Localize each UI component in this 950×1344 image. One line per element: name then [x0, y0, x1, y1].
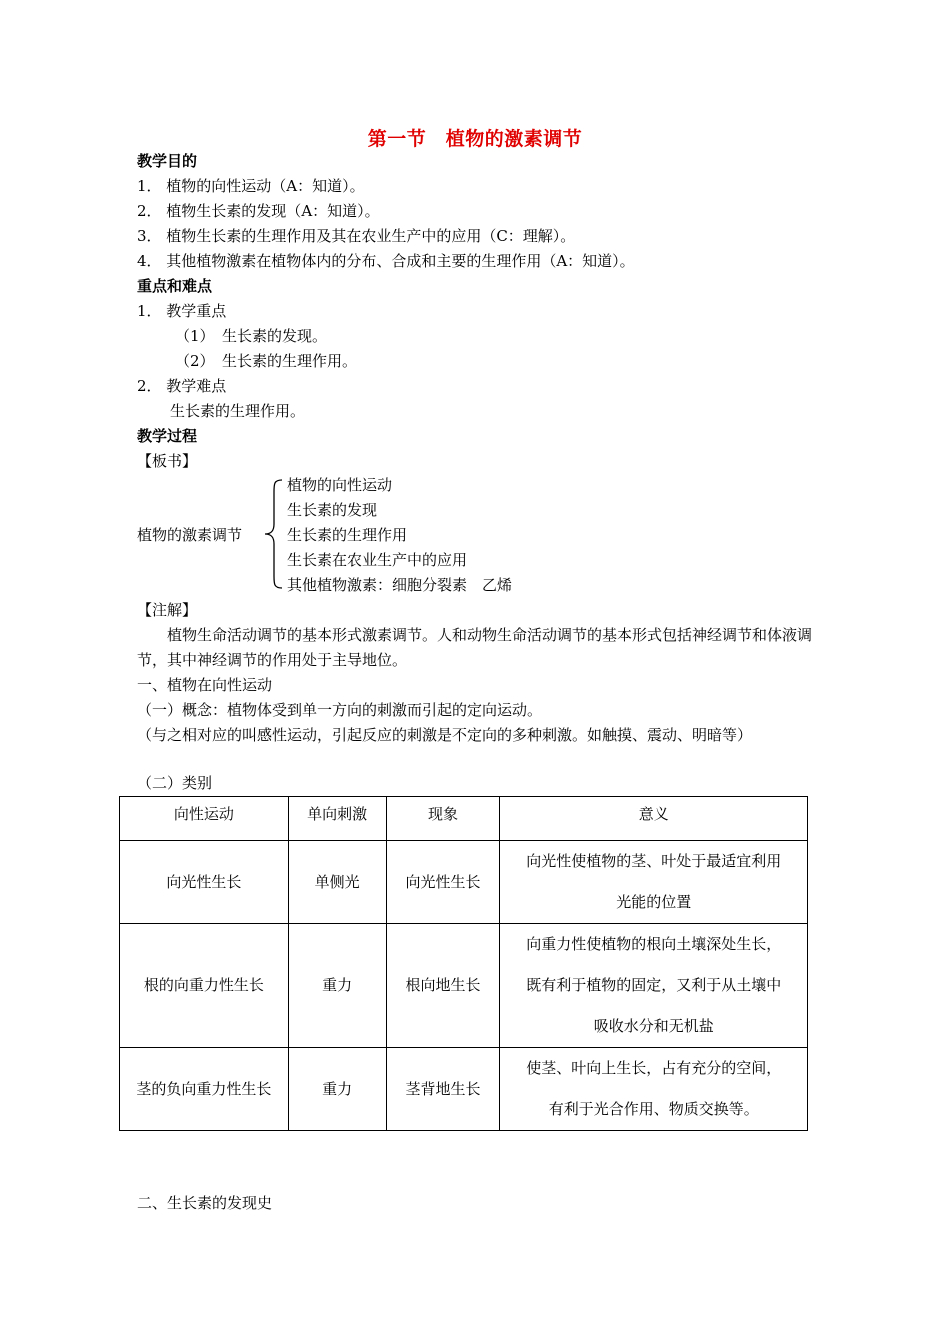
key-label: 1． 教学重点 [137, 302, 227, 320]
table-cell: 根的向重力性生长 [120, 924, 289, 1048]
objective-item: 1． 植物的向性运动（A：知道）。 [137, 177, 365, 195]
tropism-table [119, 796, 808, 1131]
objective-item: 4． 其他植物激素在植物体内的分布、合成和主要的生理作用（A：知道）。 [137, 252, 635, 270]
board-label: 【板书】 [137, 452, 198, 470]
curly-brace-icon [262, 478, 284, 590]
section2-heading: 二、生长素的发现史 [137, 1194, 273, 1212]
table-cell [500, 1048, 808, 1131]
table-row [120, 924, 808, 1048]
table-cell: 单侧光 [288, 841, 386, 924]
category-label: （二）类别 [137, 774, 213, 792]
objective-item: 2． 植物生长素的发现（A：知道）。 [137, 202, 380, 220]
meaning-line: 光能的位置 [616, 893, 692, 911]
page-title: 第一节 植物的激素调节 [367, 128, 583, 150]
table-cell: 茎背地生长 [386, 1048, 500, 1131]
meaning-line: 有利于光合作用、物质交换等。 [548, 1100, 759, 1118]
meaning-line: 使茎、叶向上生长，占有充分的空间， [526, 1059, 782, 1077]
board-item: 生长素的生理作用 [287, 526, 408, 544]
meaning-line: 向重力性使植物的根向土壤深处生长， [526, 935, 782, 953]
table-cell: 根向地生长 [386, 924, 500, 1048]
meaning-line: 吸收水分和无机盐 [593, 1017, 714, 1035]
table-header: 单向刺激 [288, 797, 386, 841]
table-cell: 重力 [288, 924, 386, 1048]
note-label: 【注解】 [137, 601, 198, 619]
table-cell [500, 924, 808, 1048]
table-row [120, 841, 808, 924]
process-heading: 教学过程 [137, 427, 198, 445]
difficult-item: 生长素的生理作用。 [170, 402, 306, 420]
note-paragraph: 植物生命活动调节的基本形式激素调节。人和动物生命活动调节的基本形式包括神经调节和体液调节，其中神经调节的作用处于主导地位。 [137, 626, 813, 669]
table-cell: 茎的负向重力性生长 [120, 1048, 289, 1131]
table-header: 现象 [386, 797, 500, 841]
key-item: （2） 生长素的生理作用。 [175, 352, 358, 370]
table-header: 意义 [500, 797, 808, 841]
board-item: 生长素的发现 [287, 501, 378, 519]
key-points-heading: 重点和难点 [137, 277, 213, 295]
objectives-heading: 教学目的 [137, 152, 198, 170]
section1-heading: 一、植物在向性运动 [137, 676, 273, 694]
board-root: 植物的激素调节 [137, 526, 243, 544]
objective-item: 3． 植物生长素的生理作用及其在农业生产中的应用（C：理解）。 [137, 227, 576, 245]
board-item: 其他植物激素：细胞分裂素 乙烯 [287, 576, 513, 594]
meaning-line: 向光性使植物的茎、叶处于最适宜利用 [526, 852, 782, 870]
table-header-row [120, 797, 808, 841]
table-cell [500, 841, 808, 924]
table-row [120, 1048, 808, 1131]
table-cell: 向光性生长 [386, 841, 500, 924]
table-cell: 重力 [288, 1048, 386, 1131]
meaning-line: 既有利于植物的固定，又利于从土壤中 [526, 976, 782, 994]
concept-line: （一）概念：植物体受到单一方向的刺激而引起的定向运动。 [137, 701, 543, 719]
board-item: 生长素在农业生产中的应用 [287, 551, 468, 569]
table-cell: 向光性生长 [120, 841, 289, 924]
table-header: 向性运动 [120, 797, 289, 841]
board-item: 植物的向性运动 [287, 476, 393, 494]
difficult-label: 2． 教学难点 [137, 377, 227, 395]
contrast-paragraph: （与之相对应的叫感性运动，引起反应的刺激是不定向的多种刺激。如触摸、震动、明暗等） [137, 726, 753, 744]
key-item: （1） 生长素的发现。 [175, 327, 328, 345]
